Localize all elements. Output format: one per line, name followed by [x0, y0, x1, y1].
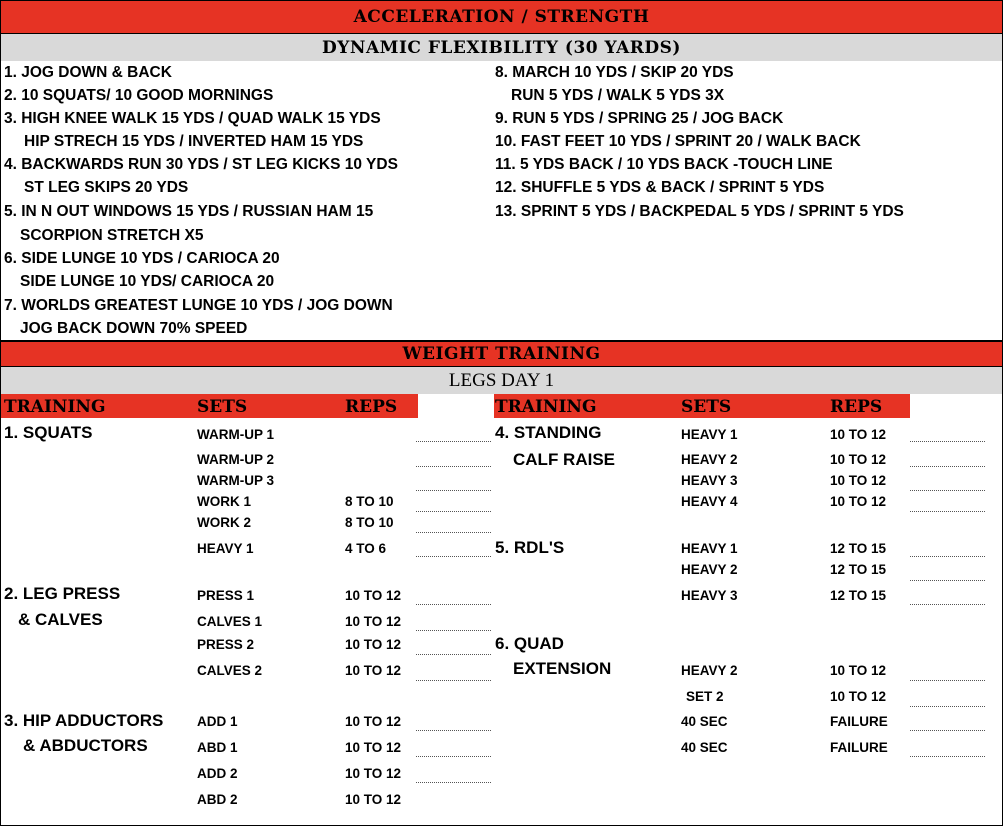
- exercise-name: 1. SQUATS: [4, 423, 93, 442]
- entry-line[interactable]: [910, 466, 985, 467]
- entry-line[interactable]: [910, 680, 985, 681]
- entry-line[interactable]: [910, 556, 985, 557]
- reps-value: 12 TO 15: [830, 588, 887, 603]
- subtitle-bar: [0, 33, 1003, 61]
- list-item: 6. SIDE LUNGE 10 YDS / CARIOCA 20: [4, 250, 280, 267]
- set-label: ADD 1: [197, 714, 238, 729]
- list-item: 3. HIGH KNEE WALK 15 YDS / QUAD WALK 15 YDS: [4, 110, 381, 127]
- reps-value: 10 TO 12: [345, 637, 402, 652]
- entry-line[interactable]: [416, 654, 491, 655]
- list-item: SIDE LUNGE 10 YDS/ CARIOCA 20: [20, 273, 275, 290]
- reps-value: 8 TO 10: [345, 515, 394, 530]
- entry-line[interactable]: [910, 730, 985, 731]
- set-label: WARM-UP 3: [197, 473, 275, 488]
- set-label: HEAVY 2: [681, 562, 738, 577]
- reps-value: 10 TO 12: [830, 494, 887, 509]
- entry-line[interactable]: [416, 441, 491, 442]
- list-item: ST LEG SKIPS 20 YDS: [24, 179, 189, 196]
- weight-training-title: WEIGHT TRAINING: [402, 344, 601, 364]
- reps-value: 8 TO 10: [345, 494, 394, 509]
- exercise-name: 3. HIP ADDUCTORS: [4, 711, 164, 730]
- entry-line[interactable]: [910, 604, 985, 605]
- page-title: ACCELERATION / STRENGTH: [353, 7, 650, 27]
- list-item: 12. SHUFFLE 5 YDS & BACK / SPRINT 5 YDS: [495, 179, 825, 196]
- reps-value: FAILURE: [830, 714, 888, 729]
- set-label: HEAVY 2: [681, 452, 738, 467]
- entry-line[interactable]: [416, 756, 491, 757]
- reps-value: 10 TO 12: [345, 740, 402, 755]
- list-item: SCORPION STRETCH X5: [20, 227, 204, 244]
- set-label: HEAVY 2: [681, 663, 738, 678]
- entry-line[interactable]: [416, 556, 491, 557]
- exercise-name: 6. QUAD: [495, 634, 564, 653]
- list-item: HIP STRECH 15 YDS / INVERTED HAM 15 YDS: [24, 133, 364, 150]
- exercise-name: EXTENSION: [513, 659, 612, 678]
- list-item: 5. IN N OUT WINDOWS 15 YDS / RUSSIAN HAM 15: [4, 203, 374, 220]
- exercise-name: CALF RAISE: [513, 450, 615, 469]
- entry-line[interactable]: [910, 756, 985, 757]
- list-item: 10. FAST FEET 10 YDS / SPRINT 20 / WALK BACK: [495, 133, 861, 150]
- reps-value: 4 TO 6: [345, 541, 387, 556]
- exercise-name: 5. RDL'S: [495, 538, 565, 557]
- reps-value: 12 TO 15: [830, 562, 887, 577]
- title-bar: [0, 0, 1003, 33]
- entry-line[interactable]: [416, 604, 491, 605]
- column-header-sets: SETS: [681, 397, 732, 417]
- reps-value: FAILURE: [830, 740, 888, 755]
- entry-line[interactable]: [416, 630, 491, 631]
- list-item: RUN 5 YDS / WALK 5 YDS 3X: [511, 87, 725, 104]
- column-header-training: TRAINING: [495, 397, 597, 417]
- day-title: LEGS DAY 1: [448, 369, 555, 391]
- entry-line[interactable]: [416, 680, 491, 681]
- column-header-reps: REPS: [830, 397, 883, 417]
- exercise-name: 4. STANDING: [495, 423, 602, 442]
- set-label: CALVES 1: [197, 614, 263, 629]
- set-label: WORK 1: [197, 494, 251, 509]
- column-header-sets: SETS: [197, 397, 248, 417]
- reps-value: 12 TO 15: [830, 541, 887, 556]
- set-label: WARM-UP 2: [197, 452, 275, 467]
- set-label: CALVES 2: [197, 663, 263, 678]
- entry-line[interactable]: [910, 706, 985, 707]
- set-label: PRESS 1: [197, 588, 255, 603]
- header-gap: [910, 394, 1002, 418]
- set-label: HEAVY 1: [197, 541, 254, 556]
- set-label: SET 2: [686, 689, 724, 704]
- exercise-name: 2. LEG PRESS: [4, 584, 121, 603]
- reps-value: 10 TO 12: [345, 714, 402, 729]
- column-header-training: TRAINING: [4, 397, 106, 417]
- entry-line[interactable]: [416, 511, 491, 512]
- entry-line[interactable]: [910, 490, 985, 491]
- reps-value: 10 TO 12: [345, 766, 402, 781]
- exercise-name: & CALVES: [18, 610, 103, 629]
- column-header-reps: REPS: [345, 397, 398, 417]
- set-label: 40 SEC: [681, 714, 728, 729]
- entry-line[interactable]: [416, 730, 491, 731]
- section-title: DYNAMIC FLEXIBILITY (30 YARDS): [322, 37, 681, 58]
- set-label: PRESS 2: [197, 637, 255, 652]
- exercise-name: & ABDUCTORS: [23, 736, 148, 755]
- list-item: 11. 5 YDS BACK / 10 YDS BACK -TOUCH LINE: [495, 156, 833, 173]
- set-label: ADD 2: [197, 766, 238, 781]
- set-label: HEAVY 1: [681, 541, 738, 556]
- list-item: 2. 10 SQUATS/ 10 GOOD MORNINGS: [4, 87, 274, 104]
- entry-line[interactable]: [416, 532, 491, 533]
- weight-training-bar: [0, 341, 1003, 366]
- list-item: 1. JOG DOWN & BACK: [4, 64, 172, 81]
- entry-line[interactable]: [910, 511, 985, 512]
- entry-line[interactable]: [416, 466, 491, 467]
- list-item: 13. SPRINT 5 YDS / BACKPEDAL 5 YDS / SPRINT 5 YDS: [495, 203, 904, 220]
- reps-value: 10 TO 12: [830, 663, 887, 678]
- list-item: 9. RUN 5 YDS / SPRING 25 / JOG BACK: [495, 110, 784, 127]
- entry-line[interactable]: [910, 580, 985, 581]
- list-item: 8. MARCH 10 YDS / SKIP 20 YDS: [495, 64, 734, 81]
- set-label: HEAVY 3: [681, 473, 738, 488]
- set-label: ABD 2: [197, 792, 238, 807]
- reps-value: 10 TO 12: [345, 792, 402, 807]
- set-label: HEAVY 1: [681, 427, 738, 442]
- reps-value: 10 TO 12: [830, 473, 887, 488]
- set-label: HEAVY 4: [681, 494, 738, 509]
- reps-value: 10 TO 12: [830, 452, 887, 467]
- set-label: 40 SEC: [681, 740, 728, 755]
- set-label: HEAVY 3: [681, 588, 738, 603]
- header-gap: [418, 394, 494, 418]
- day-bar: [0, 366, 1003, 394]
- entry-line[interactable]: [416, 490, 491, 491]
- reps-value: 10 TO 12: [345, 663, 402, 678]
- reps-value: 10 TO 12: [830, 427, 887, 442]
- reps-value: 10 TO 12: [830, 689, 887, 704]
- reps-value: 10 TO 12: [345, 614, 402, 629]
- list-item: 7. WORLDS GREATEST LUNGE 10 YDS / JOG DOWN: [4, 297, 393, 314]
- set-label: WARM-UP 1: [197, 427, 275, 442]
- entry-line[interactable]: [416, 782, 491, 783]
- list-item: 4. BACKWARDS RUN 30 YDS / ST LEG KICKS 10 YDS: [4, 156, 398, 173]
- entry-line[interactable]: [910, 441, 985, 442]
- list-item: JOG BACK DOWN 70% SPEED: [20, 320, 248, 337]
- set-label: WORK 2: [197, 515, 251, 530]
- set-label: ABD 1: [197, 740, 238, 755]
- reps-value: 10 TO 12: [345, 588, 402, 603]
